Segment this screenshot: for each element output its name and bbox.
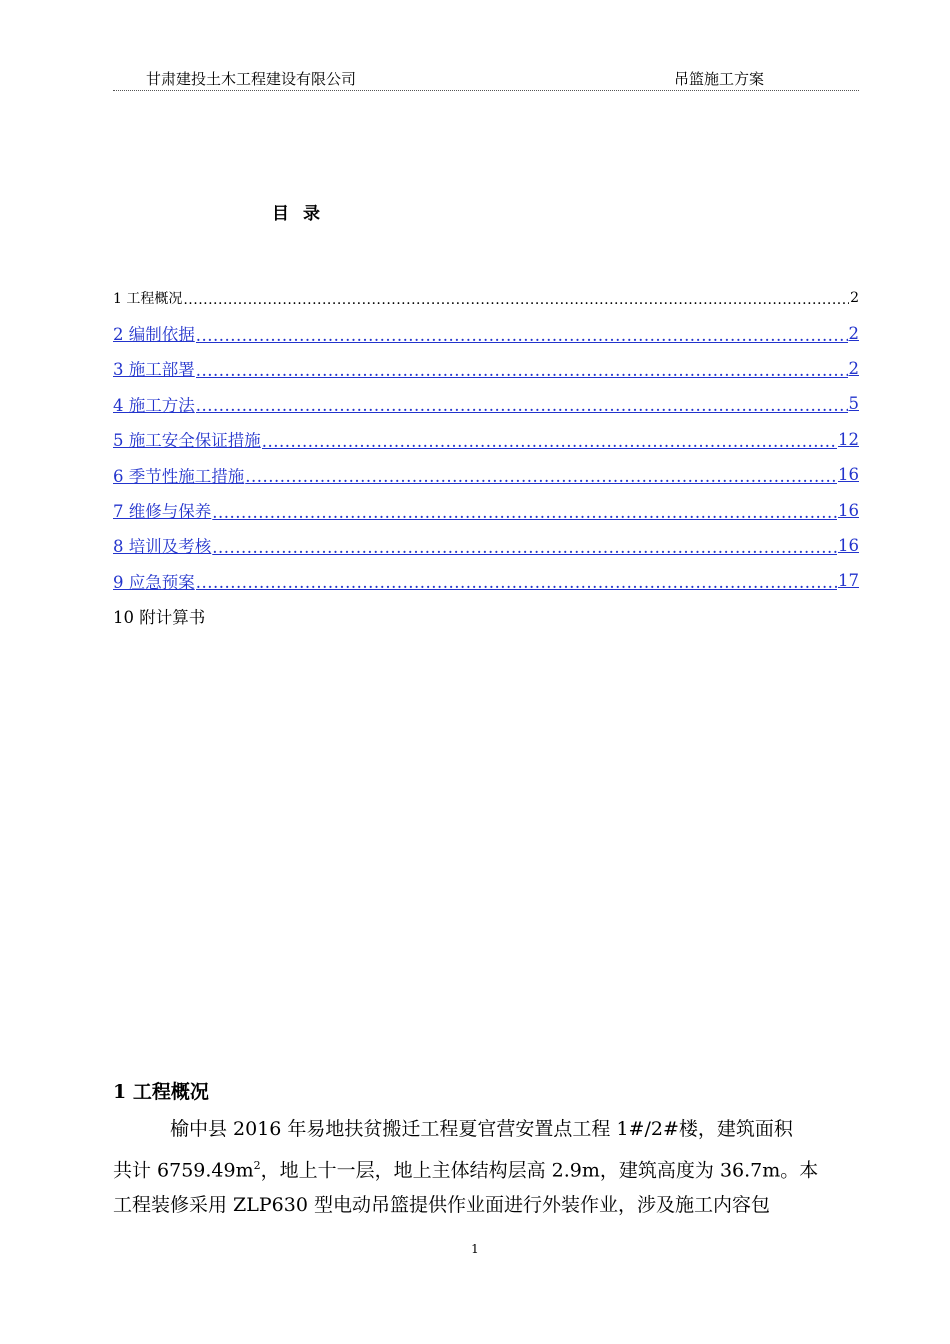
toc-entry-label: 5 施工安全保证措施 bbox=[113, 431, 261, 451]
toc-entry-label: 1 工程概况 bbox=[113, 290, 183, 307]
toc-entry-leader bbox=[212, 503, 837, 522]
body-line-3: 工程装修采用 ZLP630 型电动吊篮提供作业面进行外装作业，涉及施工内容包 bbox=[113, 1194, 770, 1217]
toc-entry-page: 2 bbox=[850, 289, 859, 306]
toc-entry-page: 17 bbox=[838, 571, 859, 591]
toc-entry-page: 16 bbox=[838, 535, 859, 555]
toc-entry-page: 16 bbox=[838, 465, 859, 485]
toc-entry bbox=[113, 280, 859, 315]
toc-entry[interactable] bbox=[113, 528, 859, 563]
toc-entry-page: 2 bbox=[848, 358, 859, 378]
toc-entry[interactable] bbox=[113, 457, 859, 492]
toc-entry-leader bbox=[245, 467, 837, 486]
body-line-2 bbox=[113, 1148, 859, 1189]
header-doc-title: 吊篮施工方案 bbox=[674, 70, 765, 88]
table-of-contents bbox=[113, 280, 859, 634]
toc-entry[interactable] bbox=[113, 492, 859, 527]
toc-entry[interactable] bbox=[113, 386, 859, 421]
toc-entry[interactable] bbox=[113, 315, 859, 350]
toc-entry-leader bbox=[212, 538, 837, 557]
toc-entry bbox=[113, 599, 859, 634]
toc-entry-page: 12 bbox=[838, 429, 859, 449]
toc-entry-page: 2 bbox=[848, 323, 859, 343]
toc-entry[interactable] bbox=[113, 351, 859, 386]
toc-entry-leader bbox=[196, 573, 837, 592]
page-header bbox=[113, 66, 859, 91]
body-line-2-part-a: 共计 6759.49m bbox=[113, 1158, 254, 1181]
toc-entry-label: 4 施工方法 bbox=[113, 395, 195, 415]
toc-entry-label: 9 应急预案 bbox=[113, 572, 195, 592]
toc-entry[interactable] bbox=[113, 422, 859, 457]
section-heading: 1 工程概况 bbox=[113, 1081, 209, 1103]
toc-entry-page: 16 bbox=[838, 500, 859, 520]
toc-entry-label: 2 编制依据 bbox=[113, 325, 195, 345]
toc-title: 目录 bbox=[272, 204, 334, 224]
superscript: 2 bbox=[253, 1158, 261, 1172]
toc-entry-leader bbox=[196, 361, 848, 380]
body-line-2-part-b: ，地上十一层，地上主体结构层高 2.9m，建筑高度为 36.7m。本 bbox=[260, 1158, 819, 1181]
section-body bbox=[113, 1112, 859, 1224]
toc-entry-leader bbox=[196, 396, 848, 415]
toc-entry-page: 5 bbox=[848, 394, 859, 414]
toc-entry-label: 3 施工部署 bbox=[113, 360, 195, 380]
toc-entry-leader bbox=[262, 432, 837, 451]
toc-entry-label: 10 附计算书 bbox=[113, 608, 206, 628]
toc-entry-label: 8 培训及考核 bbox=[113, 537, 212, 557]
body-line-1: 榆中县 2016 年易地扶贫搬迁工程夏官营安置点工程 1#/2#楼，建筑面积 bbox=[170, 1118, 793, 1140]
page-number: 1 bbox=[471, 1242, 479, 1256]
toc-entry-leader bbox=[183, 292, 849, 308]
toc-entry[interactable] bbox=[113, 563, 859, 598]
toc-entry-label: 7 维修与保养 bbox=[113, 502, 212, 522]
toc-entry-leader bbox=[196, 326, 848, 345]
toc-entry-label: 6 季节性施工措施 bbox=[113, 466, 245, 486]
header-company: 甘肃建投土木工程建设有限公司 bbox=[146, 70, 357, 88]
